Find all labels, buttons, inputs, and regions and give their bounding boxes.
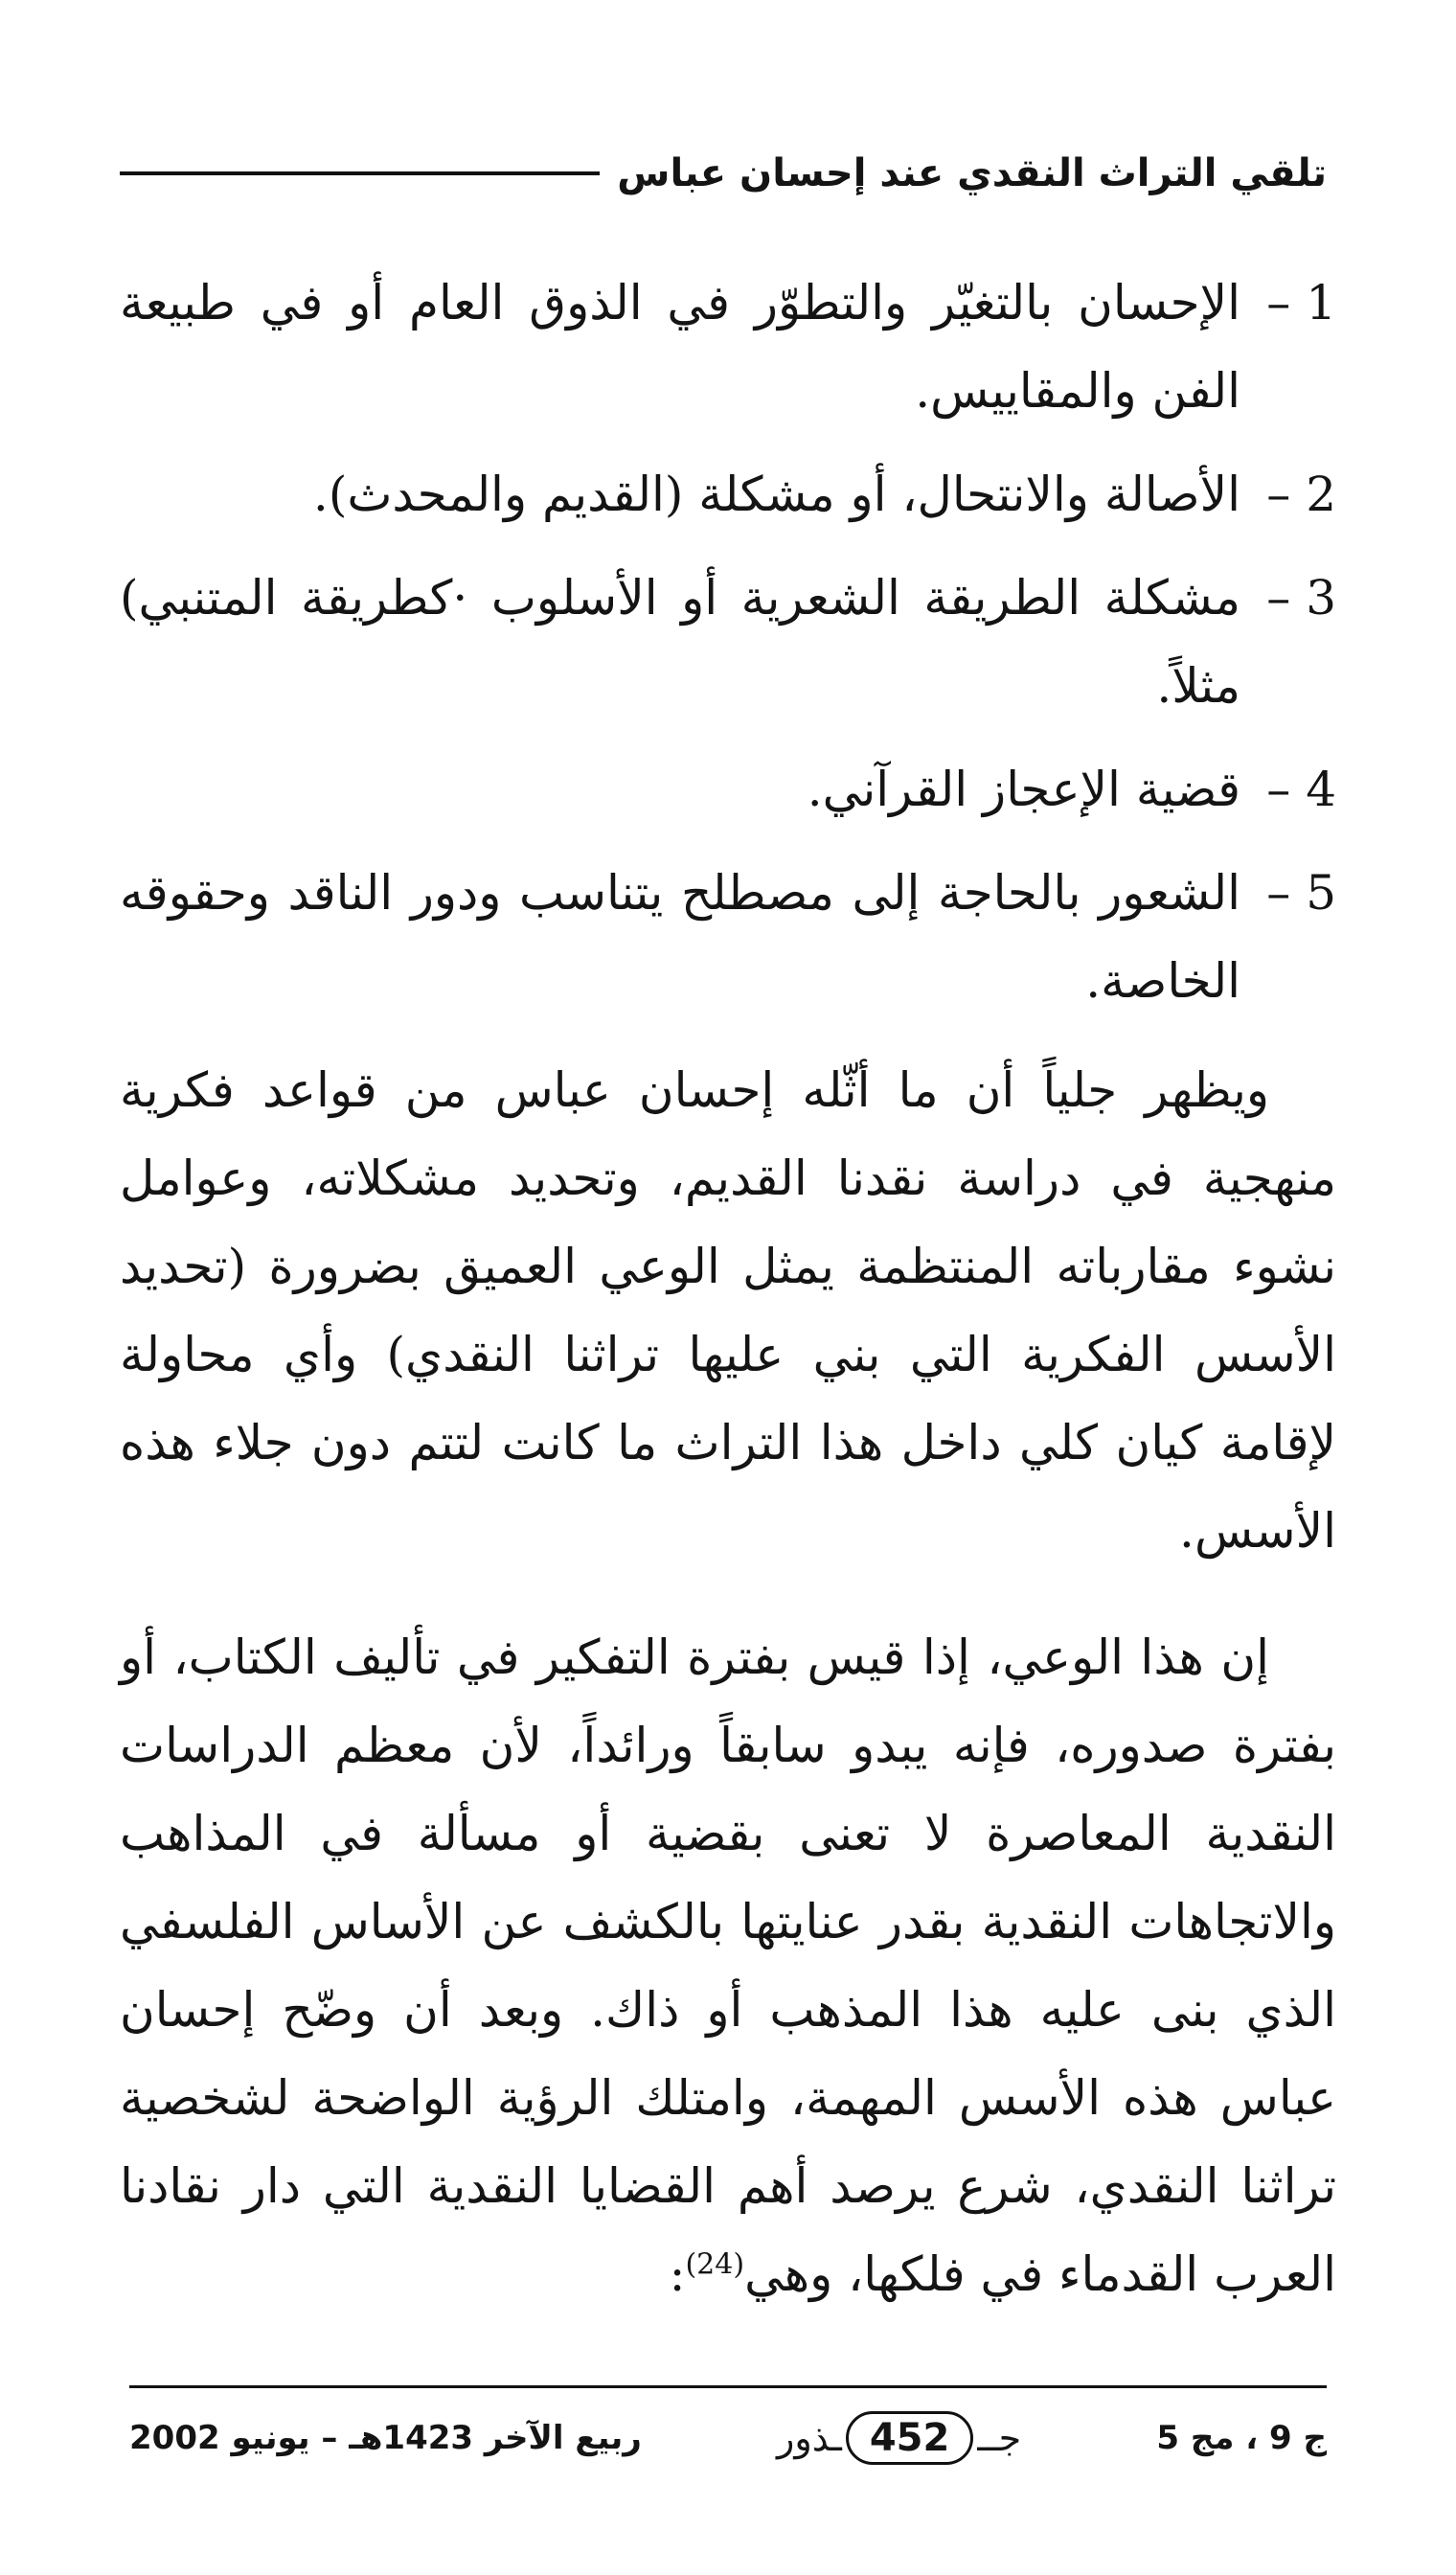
list-item [120, 849, 1336, 1025]
journal-name-right: ـذور [777, 2417, 842, 2459]
journal-name-left: جــ [977, 2417, 1022, 2459]
paragraph-1: ويظهر جلياً أن ما أثّله إحسان عباس من قواعد فكرية منهجية في دراسة نقدنا القديم، وتحديد مشكلاته، وعوامل نشوء مقارباته المنتظمة يمثل الوعي العميق بضرورة (تحديد الأسس الفكرية التي بني عليها تراثنا النقدي) وأي محاولة لإقامة كيان كلي داخل هذا التراث ما كانت لتتم دون جلاء هذه الأسس. [120, 1062, 1336, 1559]
list-item-number: 3 – [1266, 570, 1336, 626]
list-item-text: الإحسان بالتغيّر والتطوّر في الذوق العام أو في طبيعة الفن والمقاييس. [120, 275, 1240, 419]
footer-journal [777, 2411, 1021, 2465]
paragraph-2-text: إن هذا الوعي، إذا قيس بفترة التفكير في تأليف الكتاب، أو بفترة صدوره، فإنه يبدو سابقاً ورائداً، لأن معظم الدراسات النقدية المعاصرة لا تعنى بقضية أو مسألة في المذاهب والاتجاهات النقدية بقدر عنايتها بالكشف عن الأساس الفلسفي الذي بنى عليه هذا المذهب أو ذاك. وبعد أن وضّح إحسان عباس هذه الأسس المهمة، وامتلك الرؤية الواضحة لشخصية تراثنا النقدي، شرع يرصد أهم القضايا النقدية التي دار نقادنا العرب القدماء في فلكها، وهي [120, 1629, 1336, 2302]
list-item-number: 2 – [1266, 467, 1336, 522]
list-item [120, 745, 1336, 833]
list-item-text: الأصالة والانتحال، أو مشكلة (القديم والمحدث). [312, 467, 1240, 522]
page-number: 452 [846, 2411, 974, 2465]
page-footer [129, 2400, 1327, 2476]
list-item-number: 4 – [1266, 762, 1336, 817]
list-item-text: مشكلة الطريقة الشعرية أو الأسلوب ·كطريقة المتنبي) مثلاً. [120, 570, 1240, 714]
running-title: تلقي التراث النقدي عند إحسان عباس [617, 151, 1327, 195]
list-item-number: 5 – [1266, 865, 1336, 921]
running-header [120, 151, 1327, 195]
list-item [120, 554, 1336, 730]
paragraph-2 [120, 1613, 1336, 2318]
list-item [120, 259, 1336, 435]
list-item-text: قضية الإعجاز القرآني. [807, 762, 1240, 817]
footer-date: ربيع الآخر 1423هـ – يونيو 2002 [129, 2419, 642, 2457]
list-item [120, 450, 1336, 538]
footnote-marker: (24) [685, 2247, 745, 2282]
list-item-number: 1 – [1266, 275, 1336, 330]
page-body [120, 259, 1336, 2318]
header-rule [120, 171, 600, 175]
footer-volume: ج 9 ، مج 5 [1156, 2419, 1327, 2457]
list-item-text: الشعور بالحاجة إلى مصطلح يتناسب ودور الناقد وحقوقه الخاصة. [120, 865, 1240, 1009]
paragraph-2-end: : [669, 2246, 686, 2302]
footer-rule [129, 2385, 1327, 2388]
